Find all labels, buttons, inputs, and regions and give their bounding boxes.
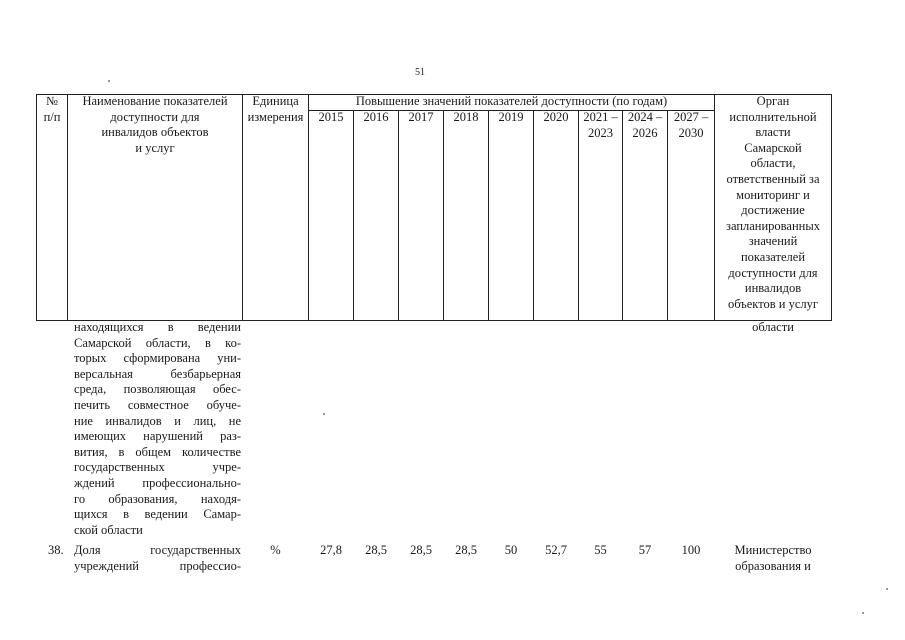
col-border-right <box>831 94 832 321</box>
col-border-2019 <box>533 110 534 321</box>
row-38-value-2021-2023: 55 <box>594 543 607 557</box>
header-unit: Единица измерения <box>247 94 304 124</box>
row-38-organ-text: Министерство образования и <box>734 543 812 573</box>
header-year-2019: 2019 <box>498 110 524 124</box>
row-38-value-2020: 52,7 <box>545 543 567 557</box>
scan-speck <box>323 413 325 415</box>
col-border-2024-2026 <box>667 110 668 321</box>
continuation-organ-text: области <box>752 320 794 334</box>
col-border-2017 <box>443 110 444 321</box>
header-year-2018: 2018 <box>453 110 479 124</box>
row-38-value-2024-2026: 57 <box>638 543 652 557</box>
header-num: № п/п <box>43 94 61 124</box>
header-year-2016: 2016 <box>363 110 389 124</box>
col-border-2020 <box>578 110 579 321</box>
col-border-2021-2023 <box>622 110 623 321</box>
header-responsible-organ: Орган исполнительной власти Самарской области, ответственный за мониторинг и достижение запланированных значений показателей доступности для инвалидов объектов и услуг <box>726 94 820 311</box>
row-38-value-2017: 28,5 <box>410 543 432 557</box>
row-38-value-2027-2030: 100 <box>681 543 701 557</box>
row-38-number: 38. <box>48 543 64 557</box>
header-year-2020: 2020 <box>543 110 569 124</box>
row-38-value-2019: 50 <box>504 543 518 557</box>
header-years-2027-2030: 2027 – 2030 <box>673 110 709 140</box>
col-border-2015 <box>353 110 354 321</box>
col-border-name <box>242 94 243 321</box>
header-year-2017: 2017 <box>408 110 434 124</box>
row-38-unit: % <box>270 543 281 557</box>
page-number: 51 <box>415 67 425 78</box>
header-years-2024-2026: 2024 – 2026 <box>627 110 663 140</box>
row-38-value-2018: 28,5 <box>455 543 477 557</box>
col-border-unit <box>308 94 309 321</box>
scan-speck <box>108 80 110 82</box>
col-border-2016 <box>398 110 399 321</box>
col-border-2018 <box>488 110 489 321</box>
header-indicator-name: Наименование показателей доступности для инвалидов объектов и услуг <box>82 94 228 155</box>
header-year-2015: 2015 <box>318 110 344 124</box>
col-border-left <box>36 94 37 321</box>
continuation-indicator-text: находящихся в ведении Самарской области, в ко- торых сформирована уни- версальная безбарьерная среда, позволяющая обес- печить совместное обуче- ние инвалидов и лиц, не имеющих нарушений раз- вития, в общем количестве государственных учре- ждений профессионально- го образования, находя- щихся в ведении Самар- ской области <box>74 320 241 537</box>
row-38-value-2016: 28,5 <box>365 543 387 557</box>
row-38-value-2015: 27,8 <box>320 543 342 557</box>
scan-speck <box>886 588 888 590</box>
header-years-group: Повышение значений показателей доступности (по годам) <box>355 94 668 108</box>
scan-speck <box>862 612 864 614</box>
row-38-indicator-text: Доля государственных учреждений профессио- <box>74 543 241 573</box>
header-years-2021-2023: 2021 – 2023 <box>583 110 618 140</box>
